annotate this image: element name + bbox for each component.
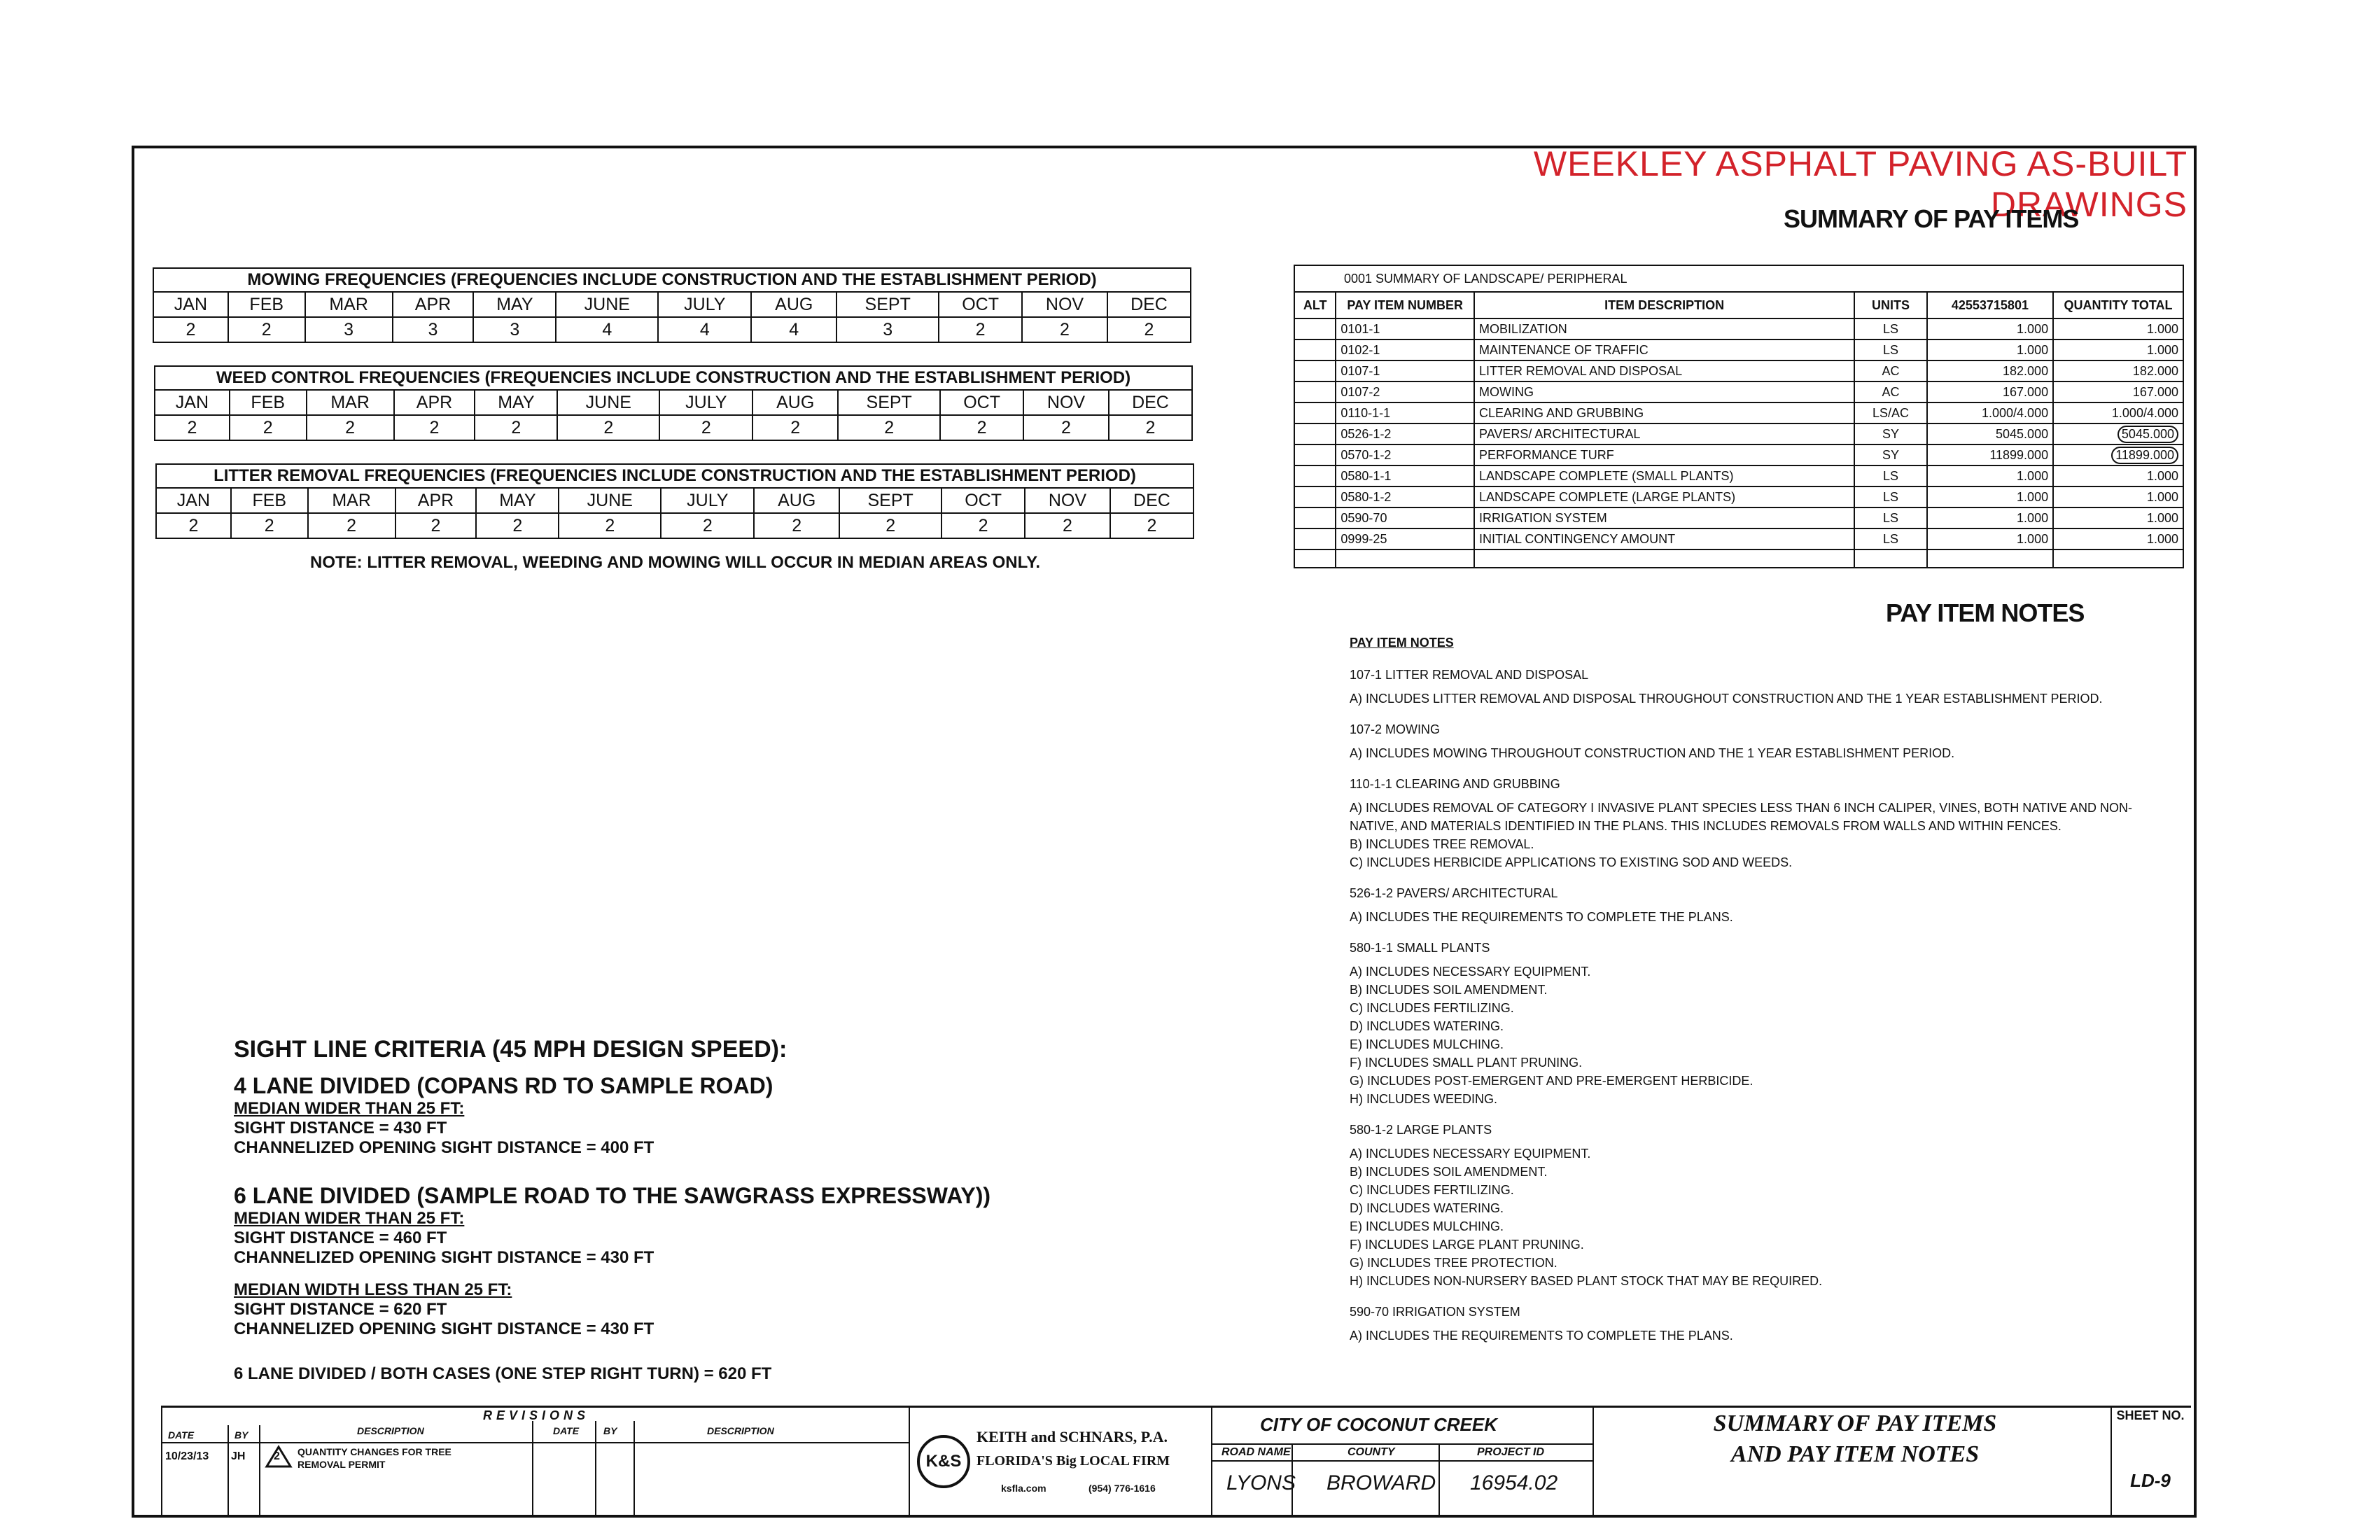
note-line: A) INCLUDES THE REQUIREMENTS TO COMPLETE THE PLANS.: [1350, 910, 1733, 924]
table-row: [1294, 444, 2183, 465]
note-line: E) INCLUDES MULCHING.: [1350, 1037, 1504, 1051]
pay-units: LS: [1854, 507, 1926, 528]
month-cell: NOV: [1022, 292, 1107, 317]
pay-item-number: 0570-1-2: [1336, 444, 1474, 465]
month-cell: AUG: [751, 292, 836, 317]
month-cell: JAN: [156, 488, 231, 513]
pay-item-number: 0580-1-1: [1336, 465, 1474, 486]
month-cell: JULY: [661, 488, 754, 513]
col-header-alt: ALT: [1294, 292, 1336, 318]
pay-quantity-total: [2053, 444, 2183, 465]
channelized-400: CHANNELIZED OPENING SIGHT DISTANCE = 400 FT: [234, 1138, 654, 1157]
table-row: [1294, 424, 2183, 444]
pay-units: SY: [1854, 424, 1926, 444]
value-cell: 4: [658, 317, 751, 342]
value-cell: 4: [556, 317, 658, 342]
pay-quantity-total: [2053, 424, 2183, 444]
month-cell: MAR: [305, 292, 393, 317]
note-line: G) INCLUDES TREE PROTECTION.: [1350, 1256, 1558, 1270]
pay-alt: [1294, 360, 1336, 382]
table-row: [1294, 507, 2183, 528]
notes-header: PAY ITEM NOTES: [1350, 636, 1454, 650]
value-cell: 2: [475, 415, 557, 440]
note-line: A) INCLUDES LITTER REMOVAL AND DISPOSAL THROUGHOUT CONSTRUCTION AND THE 1 YEAR ESTABLISHMENT PERIOD.: [1350, 692, 2103, 706]
sight-distance-430: SIGHT DISTANCE = 430 FT: [234, 1119, 447, 1138]
table-row: [1294, 528, 2183, 550]
month-cell: APR: [393, 292, 474, 317]
six-lane-heading: 6 LANE DIVIDED (SAMPLE ROAD TO THE SAWGRASS EXPRESSWAY)): [234, 1183, 991, 1208]
sheet-no: LD-9: [2130, 1470, 2171, 1491]
four-lane-heading: 4 LANE DIVIDED (COPANS RD TO SAMPLE ROAD): [234, 1073, 774, 1098]
pay-quantity-total: 1.000: [2053, 528, 2183, 550]
value-cell: 2: [1025, 513, 1110, 538]
note-line: A) INCLUDES NECESSARY EQUIPMENT.: [1350, 965, 1591, 979]
value-cell: 4: [751, 317, 836, 342]
value-cell: 2: [394, 415, 475, 440]
sheet-no-label: SHEET NO.: [2116, 1408, 2185, 1422]
value-cell: 2: [308, 513, 396, 538]
pay-table-body: [1294, 318, 2183, 568]
month-cell: OCT: [940, 390, 1023, 415]
mowing-months-row: [153, 292, 1191, 317]
sheet-title-line-1: SUMMARY OF PAY ITEMS: [1713, 1410, 1997, 1436]
rev-date: 10/23/13: [165, 1450, 209, 1462]
sight-title: SIGHT LINE CRITERIA (45 MPH DESIGN SPEED):: [234, 1036, 788, 1063]
pay-quantity-total: 1.000: [2053, 486, 2183, 507]
pay-item-number: 0107-2: [1336, 382, 1474, 402]
month-cell: SEPT: [838, 390, 940, 415]
pay-project-quantity: 11899.000: [1927, 444, 2053, 465]
note-section-title: 110-1-1 CLEARING AND GRUBBING: [1350, 777, 1560, 791]
sheet-title: [1610, 1408, 2100, 1470]
month-cell: MAR: [307, 390, 394, 415]
pay-quantity-total: 1.000: [2053, 318, 2183, 340]
pay-quantity-total: 1.000: [2053, 465, 2183, 486]
month-cell: OCT: [941, 488, 1025, 513]
pay-item-number: 0102-1: [1336, 340, 1474, 360]
value-cell: 2: [1107, 317, 1191, 342]
pay-alt: [1294, 402, 1336, 424]
note-line: C) INCLUDES HERBICIDE APPLICATIONS TO EXISTING SOD AND WEEDS.: [1350, 855, 1793, 869]
note-line: C) INCLUDES FERTILIZING.: [1350, 1183, 1514, 1197]
rev-desc-2: REMOVAL PERMIT: [298, 1459, 386, 1470]
value-cell: 2: [1110, 513, 1194, 538]
pay-quantity-total: 1.000: [2053, 507, 2183, 528]
note-line: F) INCLUDES LARGE PLANT PRUNING.: [1350, 1238, 1584, 1252]
note-section-title: 580-1-2 LARGE PLANTS: [1350, 1123, 1492, 1137]
rev-date-header: DATE: [168, 1429, 195, 1441]
pay-item-number: 0999-25: [1336, 528, 1474, 550]
rev-date-header-2: DATE: [553, 1425, 580, 1436]
sight-distance-460: SIGHT DISTANCE = 460 FT: [234, 1228, 447, 1247]
firm-logo: K&S: [917, 1435, 970, 1488]
pay-units: LS: [1854, 318, 1926, 340]
pay-item-description: PAVERS/ ARCHITECTURAL: [1474, 424, 1854, 444]
litter-months-row: [156, 488, 1194, 513]
project-id: 16954.02: [1470, 1471, 1558, 1494]
pay-units: AC: [1854, 360, 1926, 382]
note-line: H) INCLUDES NON-NURSERY BASED PLANT STOCK THAT MAY BE REQUIRED.: [1350, 1274, 1823, 1288]
month-cell: JAN: [155, 390, 230, 415]
note-line: A) INCLUDES REMOVAL OF CATEGORY I INVASIVE PLANT SPECIES LESS THAN 6 INCH CALIPER, VINES, BOTH NATIVE AND NON-NATIVE, AND MATERIALS IDENTIFIED IN THE PLANS. THIS INCLUDES REMOVALS FROM WALLS AND WITHIN FENCES.: [1350, 801, 2132, 833]
pay-alt: [1294, 382, 1336, 402]
value-cell: 2: [839, 513, 941, 538]
value-cell: 2: [661, 513, 754, 538]
pay-item-number: 0580-1-2: [1336, 486, 1474, 507]
pay-item-description: MOBILIZATION: [1474, 318, 1854, 340]
month-cell: SEPT: [839, 488, 941, 513]
pay-item-number: 0107-1: [1336, 360, 1474, 382]
firm-tagline: FLORIDA'S Big LOCAL FIRM: [976, 1453, 1170, 1469]
firm-phone: (954) 776-1616: [1088, 1483, 1156, 1494]
rev-desc-header: DESCRIPTION: [357, 1425, 424, 1436]
project-id-label: PROJECT ID: [1477, 1446, 1545, 1458]
value-cell: 2: [941, 513, 1025, 538]
table-row: [1294, 465, 2183, 486]
pay-units: AC: [1854, 382, 1926, 402]
note-section-title: 107-2 MOWING: [1350, 722, 1441, 736]
pay-alt: [1294, 528, 1336, 550]
pay-units: LS: [1854, 528, 1926, 550]
pay-quantity-total: 167.000: [2053, 382, 2183, 402]
month-cell: APR: [396, 488, 477, 513]
note-section: [1350, 720, 2176, 762]
city-name: CITY OF COCONUT CREEK: [1260, 1414, 1497, 1435]
note-section-title: 107-1 LITTER REMOVAL AND DISPOSAL: [1350, 668, 1589, 682]
note-line: D) INCLUDES WATERING.: [1350, 1019, 1504, 1033]
note-section-title: 526-1-2 PAVERS/ ARCHITECTURAL: [1350, 886, 1558, 900]
pay-project-quantity: 1.000: [1927, 507, 2053, 528]
county: BROWARD: [1326, 1471, 1436, 1494]
weed-table: [154, 365, 1193, 441]
note-line: D) INCLUDES WATERING.: [1350, 1201, 1504, 1215]
col-header-quantity-total: QUANTITY TOTAL: [2053, 292, 2183, 318]
value-cell: 2: [754, 513, 839, 538]
value-cell: 2: [230, 415, 307, 440]
month-cell: OCT: [939, 292, 1022, 317]
channelized-430-a: CHANNELIZED OPENING SIGHT DISTANCE = 430 FT: [234, 1248, 654, 1267]
pay-project-quantity: 1.000: [1927, 318, 2053, 340]
note-line: B) INCLUDES TREE REMOVAL.: [1350, 837, 1534, 851]
note-line: A) INCLUDES NECESSARY EQUIPMENT.: [1350, 1147, 1591, 1161]
sight-distance-620: SIGHT DISTANCE = 620 FT: [234, 1300, 447, 1319]
month-cell: JUNE: [557, 390, 659, 415]
weed-values-row: [155, 415, 1192, 440]
value-cell: 2: [940, 415, 1023, 440]
month-cell: MAR: [308, 488, 396, 513]
pay-project-quantity: 1.000: [1927, 465, 2053, 486]
value-cell: 2: [231, 513, 308, 538]
firm-name: KEITH and SCHNARS, P.A.: [976, 1428, 1168, 1446]
weed-caption: WEED CONTROL FREQUENCIES (FREQUENCIES INCLUDE CONSTRUCTION AND THE ESTABLISHMENT PERIOD): [155, 366, 1192, 390]
note-line: E) INCLUDES MULCHING.: [1350, 1219, 1504, 1233]
pay-item-description: INITIAL CONTINGENCY AMOUNT: [1474, 528, 1854, 550]
note-section: [1350, 1303, 2176, 1345]
value-cell: 2: [559, 513, 661, 538]
month-cell: DEC: [1110, 488, 1194, 513]
pay-units: LS/AC: [1854, 402, 1926, 424]
pay-units: SY: [1854, 444, 1926, 465]
pay-project-quantity: 1.000: [1927, 340, 2053, 360]
note-line: B) INCLUDES SOIL AMENDMENT.: [1350, 983, 1548, 997]
pay-item-description: PERFORMANCE TURF: [1474, 444, 1854, 465]
note-section: [1350, 666, 2176, 708]
note-line: G) INCLUDES POST-EMERGENT AND PRE-EMERGENT HERBICIDE.: [1350, 1074, 1754, 1088]
mowing-values-row: [153, 317, 1191, 342]
note-line: A) INCLUDES THE REQUIREMENTS TO COMPLETE THE PLANS.: [1350, 1329, 1733, 1343]
note-line: F) INCLUDES SMALL PLANT PRUNING.: [1350, 1056, 1583, 1070]
road-name-label: ROAD NAME: [1222, 1446, 1291, 1458]
value-cell: 3: [305, 317, 393, 342]
pay-table-caption: 0001 SUMMARY OF LANDSCAPE/ PERIPHERAL: [1294, 265, 2183, 292]
rev-by-header-2: BY: [603, 1425, 617, 1436]
pay-units: LS: [1854, 486, 1926, 507]
rev-num: 2: [274, 1450, 280, 1462]
month-cell: AUG: [754, 488, 839, 513]
month-cell: JUNE: [559, 488, 661, 513]
pay-item-notes-title: PAY ITEM NOTES: [1886, 598, 2085, 627]
pay-alt: [1294, 318, 1336, 340]
table-row: [1294, 402, 2183, 424]
litter-table: [155, 463, 1194, 539]
pay-quantity-total: 1.000/4.000: [2053, 402, 2183, 424]
month-cell: APR: [394, 390, 475, 415]
litter-values-row: [156, 513, 1194, 538]
notes-body: [1350, 666, 2176, 1345]
note-section-title: 580-1-1 SMALL PLANTS: [1350, 941, 1490, 955]
red-title: WEEKLEY ASPHALT PAVING AS-BUILT DRAWINGS: [1533, 144, 2188, 224]
col-header-project-quantity: 42553715801: [1927, 292, 2053, 318]
value-cell: 2: [838, 415, 940, 440]
note-section: [1350, 775, 2176, 872]
pay-item-description: MAINTENANCE OF TRAFFIC: [1474, 340, 1854, 360]
median-note: NOTE: LITTER REMOVAL, WEEDING AND MOWING WILL OCCUR IN MEDIAN AREAS ONLY.: [310, 553, 1041, 572]
pay-units: LS: [1854, 340, 1926, 360]
pay-alt: [1294, 507, 1336, 528]
channelized-430-b: CHANNELIZED OPENING SIGHT DISTANCE = 430 FT: [234, 1320, 654, 1338]
pay-alt: [1294, 340, 1336, 360]
value-cell: 2: [476, 513, 559, 538]
value-cell: 2: [396, 513, 477, 538]
col-header-item-description: ITEM DESCRIPTION: [1474, 292, 1854, 318]
note-section: [1350, 939, 2176, 1108]
month-cell: NOV: [1025, 488, 1110, 513]
median-wider-label-2: MEDIAN WIDER THAN 25 FT:: [234, 1209, 465, 1228]
pay-item-number: 0110-1-1: [1336, 402, 1474, 424]
rev-by-header: BY: [234, 1429, 248, 1441]
value-cell: 2: [557, 415, 659, 440]
pay-item-notes: [1350, 634, 2176, 1357]
pay-quantity-total: 1.000: [2053, 340, 2183, 360]
pay-item-description: CLEARING AND GRUBBING: [1474, 402, 1854, 424]
both-cases: 6 LANE DIVIDED / BOTH CASES (ONE STEP RIGHT TURN) = 620 FT: [234, 1364, 772, 1383]
value-cell: 2: [1109, 415, 1192, 440]
table-row: [1294, 382, 2183, 402]
col-header-units: UNITS: [1854, 292, 1926, 318]
rev-desc-header-2: DESCRIPTION: [707, 1425, 774, 1436]
month-cell: MAY: [475, 390, 557, 415]
table-row: [1294, 360, 2183, 382]
pay-quantity-total: 182.000: [2053, 360, 2183, 382]
sheet-title-line-2: AND PAY ITEM NOTES: [1730, 1441, 1980, 1467]
value-cell: 2: [1023, 415, 1109, 440]
month-cell: JAN: [153, 292, 228, 317]
month-cell: DEC: [1107, 292, 1191, 317]
value-cell: 2: [307, 415, 394, 440]
note-line: B) INCLUDES SOIL AMENDMENT.: [1350, 1165, 1548, 1179]
pay-project-quantity: 1.000: [1927, 486, 2053, 507]
value-cell: 2: [155, 415, 230, 440]
table-row: [1294, 318, 2183, 340]
pay-project-quantity: 1.000: [1927, 528, 2053, 550]
pay-alt: [1294, 465, 1336, 486]
circled-quantity: 5045.000: [2118, 426, 2178, 443]
rev-desc-1: QUANTITY CHANGES FOR TREE: [298, 1446, 451, 1457]
pay-item-description: LITTER REMOVAL AND DISPOSAL: [1474, 360, 1854, 382]
pay-project-quantity: 167.000: [1927, 382, 2053, 402]
mowing-caption: MOWING FREQUENCIES (FREQUENCIES INCLUDE CONSTRUCTION AND THE ESTABLISHMENT PERIOD): [153, 268, 1191, 292]
median-wider-label: MEDIAN WIDER THAN 25 FT:: [234, 1099, 465, 1118]
table-row: [1294, 340, 2183, 360]
value-cell: 2: [156, 513, 231, 538]
county-label: COUNTY: [1348, 1446, 1395, 1458]
pay-units: LS: [1854, 465, 1926, 486]
col-header-pay-item-number: PAY ITEM NUMBER: [1336, 292, 1474, 318]
weed-months-row: [155, 390, 1192, 415]
litter-caption: LITTER REMOVAL FREQUENCIES (FREQUENCIES INCLUDE CONSTRUCTION AND THE ESTABLISHMENT PERIOD): [156, 464, 1194, 488]
note-line: H) INCLUDES WEEDING.: [1350, 1092, 1498, 1106]
month-cell: AUG: [752, 390, 838, 415]
pay-item-description: MOWING: [1474, 382, 1854, 402]
month-cell: FEB: [228, 292, 305, 317]
summary-title: SUMMARY OF PAY ITEMS: [1784, 204, 2079, 233]
pay-project-quantity: 182.000: [1927, 360, 2053, 382]
pay-item-number: 0526-1-2: [1336, 424, 1474, 444]
month-cell: DEC: [1109, 390, 1192, 415]
month-cell: JUNE: [556, 292, 658, 317]
table-row: [1294, 486, 2183, 507]
value-cell: 3: [473, 317, 556, 342]
rev-by: JH: [231, 1450, 246, 1462]
month-cell: JULY: [658, 292, 751, 317]
pay-alt: [1294, 424, 1336, 444]
pay-item-number: 0101-1: [1336, 318, 1474, 340]
mowing-table: [153, 267, 1191, 343]
sight-line-criteria: [234, 1036, 1004, 1384]
firm-website: ksfla.com: [1001, 1483, 1046, 1494]
month-cell: NOV: [1023, 390, 1109, 415]
month-cell: FEB: [231, 488, 308, 513]
value-cell: 2: [659, 415, 752, 440]
pay-items-table: [1294, 265, 2184, 568]
pay-item-description: LANDSCAPE COMPLETE (LARGE PLANTS): [1474, 486, 1854, 507]
month-cell: JULY: [659, 390, 752, 415]
road-name: LYONS: [1226, 1471, 1296, 1494]
note-line: C) INCLUDES FERTILIZING.: [1350, 1001, 1514, 1015]
note-section: [1350, 1121, 2176, 1290]
pay-item-number: 0590-70: [1336, 507, 1474, 528]
revisions-title: REVISIONS: [483, 1408, 590, 1422]
month-cell: SEPT: [836, 292, 939, 317]
month-cell: FEB: [230, 390, 307, 415]
pay-item-description: LANDSCAPE COMPLETE (SMALL PLANTS): [1474, 465, 1854, 486]
value-cell: 2: [752, 415, 838, 440]
month-cell: MAY: [473, 292, 556, 317]
month-cell: MAY: [476, 488, 559, 513]
value-cell: 2: [1022, 317, 1107, 342]
value-cell: 2: [939, 317, 1022, 342]
median-less-label: MEDIAN WIDTH LESS THAN 25 FT:: [234, 1280, 512, 1299]
circled-quantity: 11899.000: [2111, 447, 2178, 464]
pay-project-quantity: 1.000/4.000: [1927, 402, 2053, 424]
value-cell: 2: [153, 317, 228, 342]
pay-alt: [1294, 444, 1336, 465]
pay-item-description: IRRIGATION SYSTEM: [1474, 507, 1854, 528]
value-cell: 2: [228, 317, 305, 342]
pay-alt: [1294, 486, 1336, 507]
note-section: [1350, 884, 2176, 926]
note-section-title: 590-70 IRRIGATION SYSTEM: [1350, 1305, 1520, 1319]
value-cell: 3: [836, 317, 939, 342]
note-line: A) INCLUDES MOWING THROUGHOUT CONSTRUCTION AND THE 1 YEAR ESTABLISHMENT PERIOD.: [1350, 746, 1955, 760]
pay-project-quantity: 5045.000: [1927, 424, 2053, 444]
value-cell: 3: [393, 317, 474, 342]
